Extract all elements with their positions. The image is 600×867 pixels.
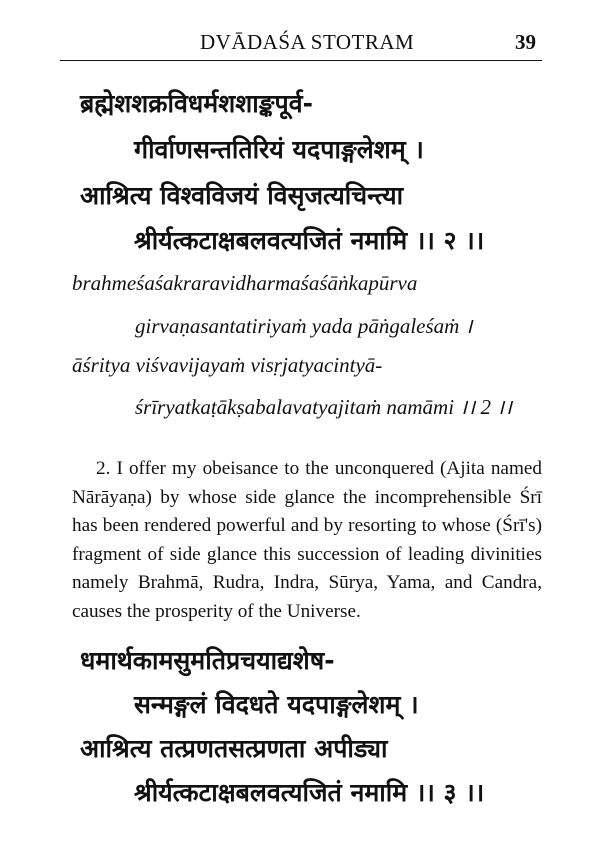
running-title: DVĀDAŚA STOTRAM [200,30,415,54]
translation-text: 2. I offer my obeisance to the unconquered (Ajita named Nārāyaṇa) by whose side glance the incomprehensible Śrī has been rendered powerful and by resorting to whose (Śrī's) fragment of side glance this succession of leading divinities namely Brahmā, Rudra, Indra, Sūrya, Yama, and Candra, causes the prosperity of the Universe. [72,458,542,622]
verse3-devanagari-line-4: श्रीर्यत्कटाक्षबलवत्यजितं नमामि ।। ३ ।। [134,778,485,807]
verse3-devanagari-line-3: आश्रित्य तत्प्रणतसत्प्रणता अपीड्या [80,734,388,763]
verse3-devanagari-line-1: धमार्थकामसुमतिप्रचयाद्यशेष- [80,646,335,675]
verse2-translit-line-4: śrīryatkaṭākṣabalavatyajitaṁ namāmi ।। 2 ।। [135,395,513,419]
verse2-translit-line-3: āśritya viśvavijayaṁ visṛjatyacintyā- [72,353,383,377]
verse3-devanagari-line-2: सन्मङ्गलं विदधते यदपाङ्गलेशम् । [134,690,419,719]
verse2-devanagari-line-1: ब्रह्मेशशक्रविधर्मशशाङ्कपूर्व- [80,89,313,118]
verse2-translit-line-2: girvaṇasantatiriyaṁ yada pāṅgaleśaṁ । [135,314,473,338]
verse2-devanagari-line-2: गीर्वाणसन्ततिरियं यदपाङ्गलेशम् । [134,135,424,164]
verse2-devanagari-line-3: आश्रित्य विश्वविजयं विसृजत्यचिन्त्या [80,181,404,210]
verse2-translit-line-1: brahmeśaśakraravidharmaśaśāṅkapūrva [72,271,418,295]
translation-paragraph [72,455,542,627]
verse2-devanagari-line-4: श्रीर्यत्कटाक्षबलवत्यजितं नमामि ।। २ ।। [134,226,485,255]
page-header [0,30,600,58]
page-number: 39 [515,30,536,54]
header-rule [60,60,542,61]
